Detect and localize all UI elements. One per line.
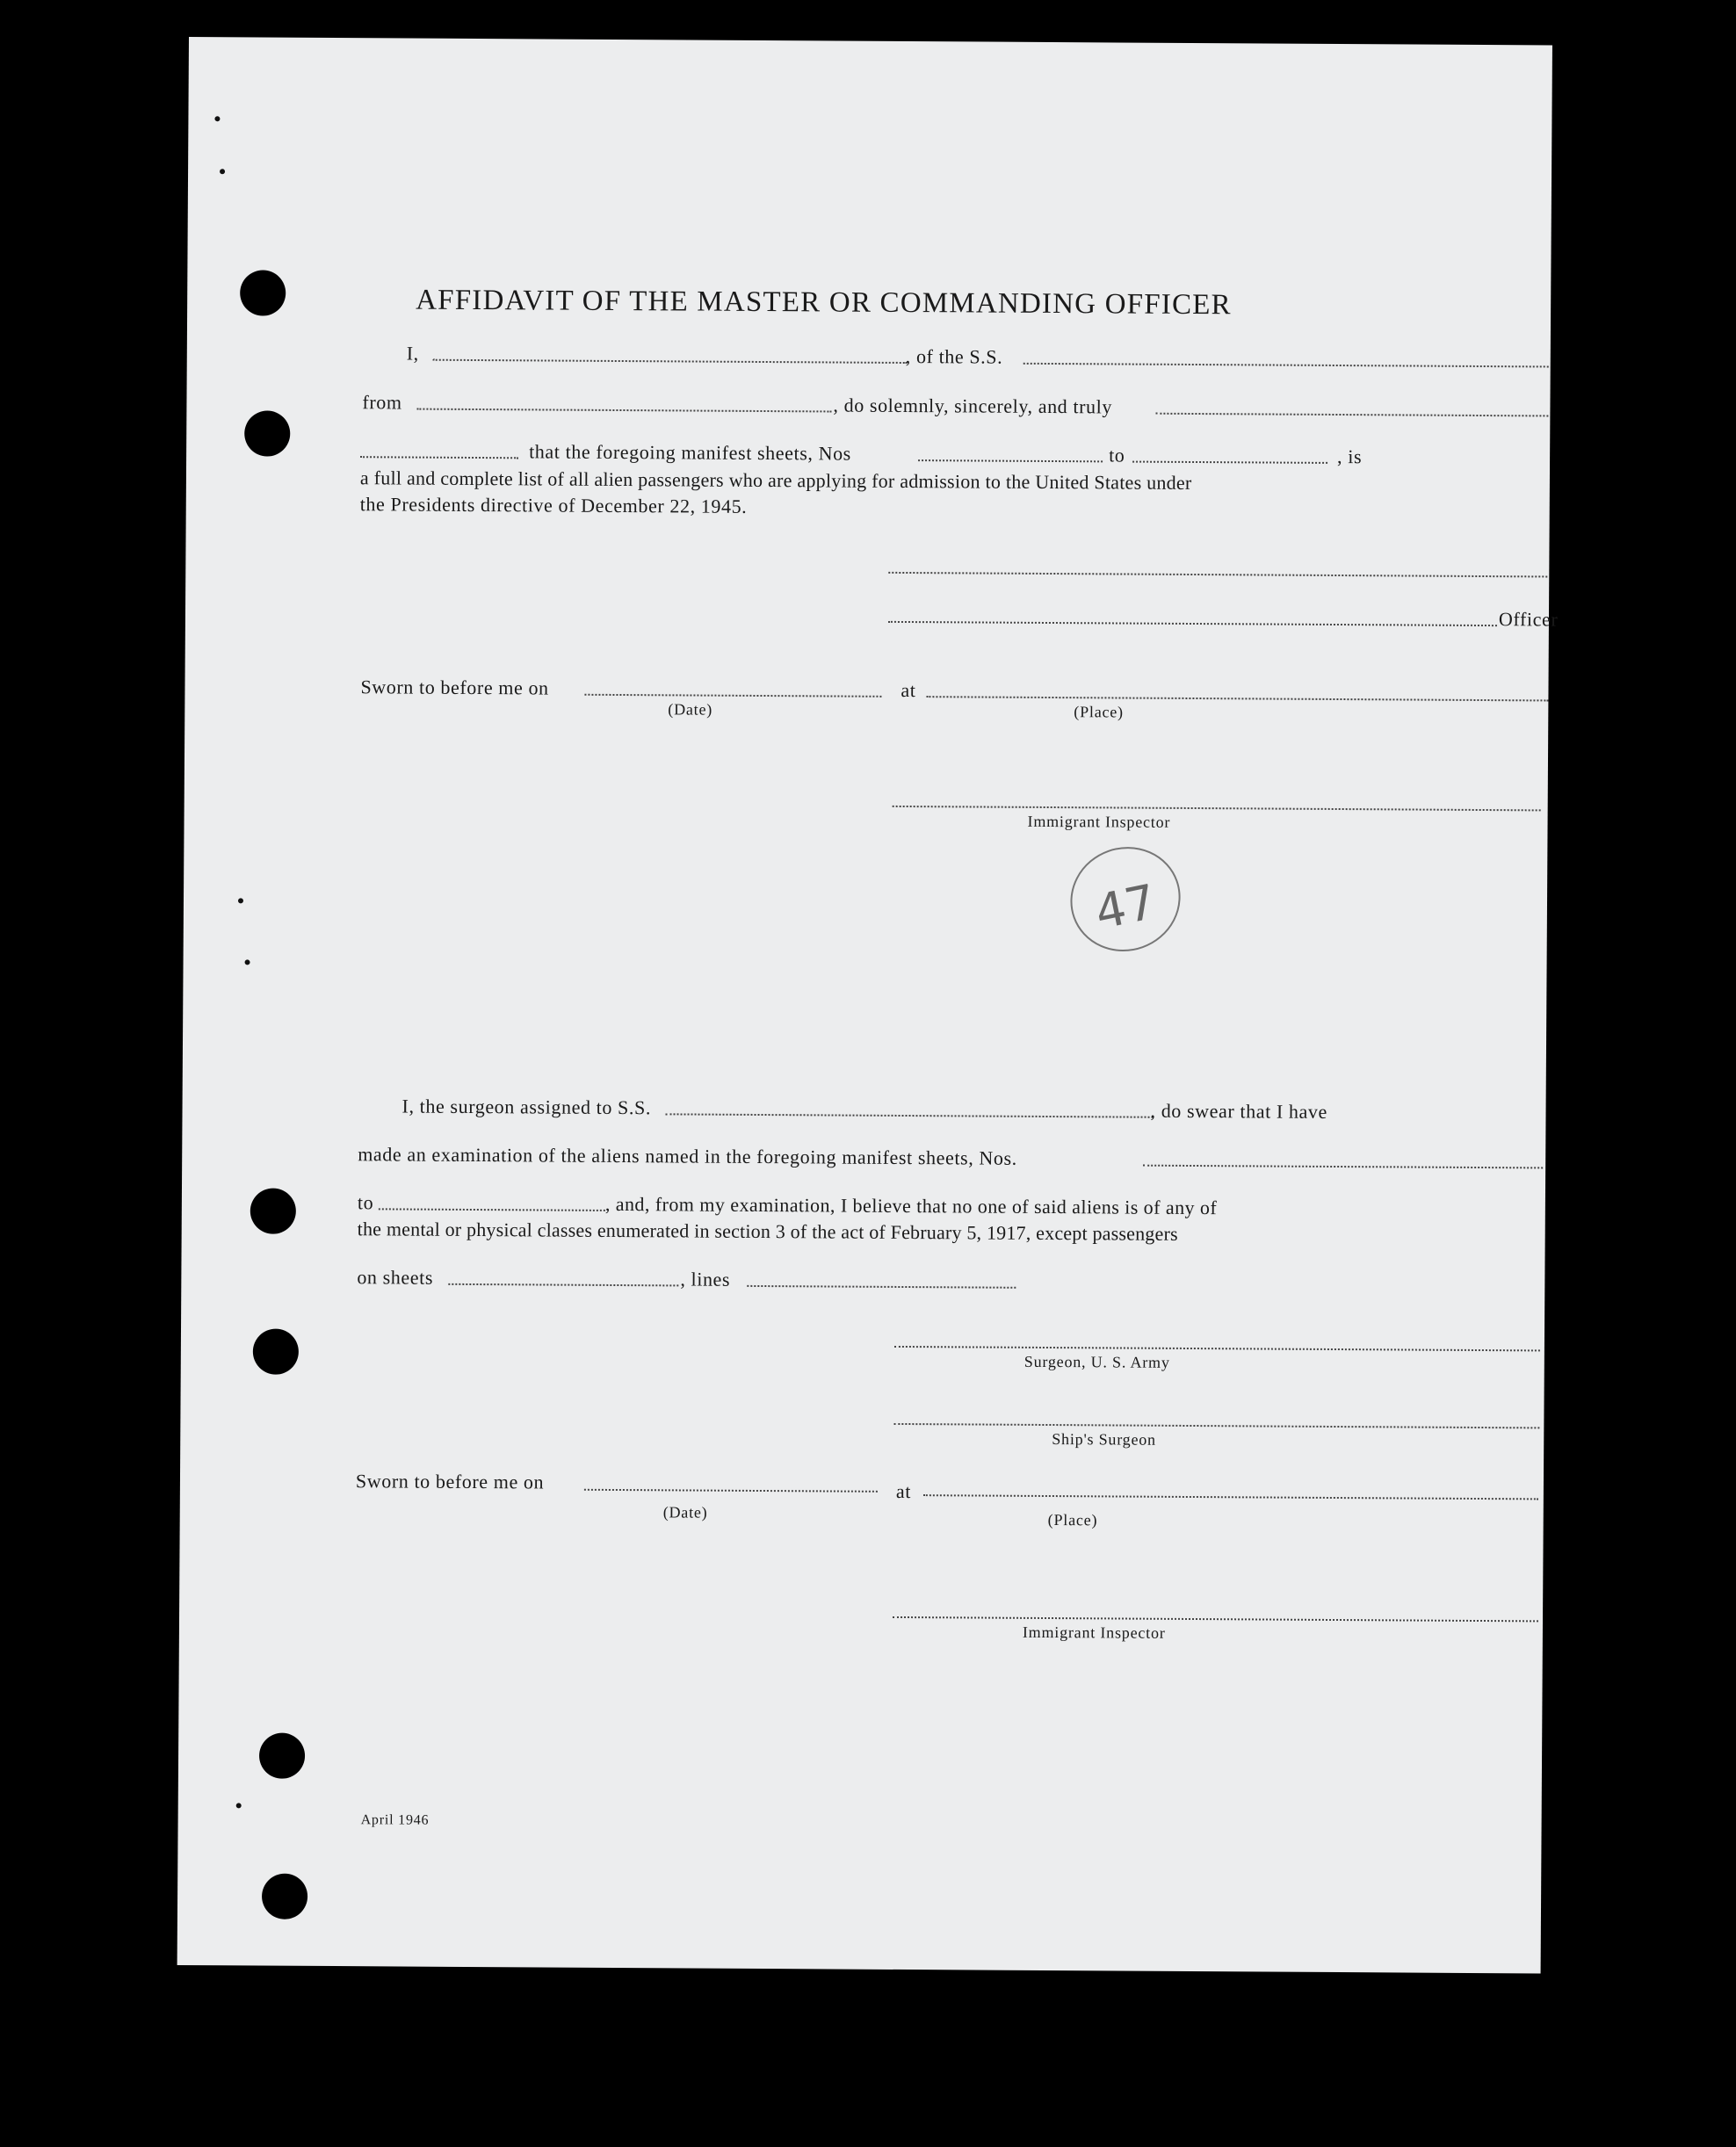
surgeon-sworn-label: Sworn to before me on: [355, 1470, 545, 1493]
master-inspector-blank: [893, 806, 1541, 812]
page-title: AFFIDAVIT OF THE MASTER OR COMMANDING OFFICER: [416, 284, 1232, 322]
surgeon-line3-to: to: [357, 1191, 374, 1214]
master-to-blank: [1132, 461, 1327, 464]
master-line4: a full and complete list of all alien passengers who are applying for admission to the United States under: [359, 466, 1192, 494]
surgeon-lines-blank: [747, 1285, 1016, 1289]
surgeon-to-blank: [379, 1208, 605, 1211]
punch-hole: [262, 1874, 307, 1919]
punch-hole: [253, 1328, 299, 1374]
officer-signature-blank: [888, 572, 1547, 578]
surgeon-place-caption: (Place): [1047, 1511, 1098, 1529]
punch-hole: [259, 1733, 305, 1779]
surgeon-line1-b: , do swear that I have: [1150, 1099, 1327, 1123]
master-affirm-blank: [360, 456, 518, 459]
surgeon-inspector-label: Immigrant Inspector: [1022, 1623, 1166, 1642]
surgeon-ship-blank: [666, 1113, 1154, 1117]
surgeon-line1-a: I, the surgeon assigned to S.S.: [401, 1095, 652, 1119]
master-place-blank: [926, 696, 1548, 701]
surgeon-line3-b: , and, from my examination, I believe that no one of said aliens is of any of: [604, 1192, 1218, 1219]
ship-surgeon-label: Ship's Surgeon: [1052, 1430, 1156, 1449]
document-page: [177, 37, 1559, 1973]
speck: [214, 116, 220, 121]
master-place-caption: (Place): [1074, 703, 1124, 721]
master-date-blank: [584, 694, 881, 698]
surgeon-nos-blank: [1143, 1165, 1543, 1169]
surgeon-sheets-blank: [448, 1283, 678, 1287]
surgeon-line2: made an examination of the aliens named in the foregoing manifest sheets, Nos.: [358, 1143, 1017, 1169]
speck: [236, 1803, 242, 1808]
master-line5: the Presidents directive of December 22, 1945.: [359, 493, 748, 517]
master-ship-blank: [1024, 363, 1549, 368]
footer-date: April 1946: [360, 1812, 430, 1828]
master-at-label: at: [901, 678, 916, 702]
speck: [238, 898, 243, 903]
master-truly-blank: [1155, 413, 1548, 417]
speck: [245, 959, 250, 965]
surgeon-line4: the mental or physical classes enumerated in section 3 of the act of February 5, 1917, except passengers: [357, 1218, 1178, 1245]
surgeon-line5-a: on sheets: [357, 1266, 434, 1289]
master-line2-from: from: [362, 391, 402, 414]
master-line1-of-ss: , of the S.S.: [905, 344, 1003, 368]
army-surgeon-blank: [894, 1346, 1540, 1351]
surgeon-date-caption: (Date): [662, 1503, 708, 1522]
army-surgeon-label: Surgeon, U. S. Army: [1024, 1352, 1170, 1371]
master-sworn-label: Sworn to before me on: [360, 676, 549, 699]
surgeon-place-blank: [923, 1494, 1538, 1500]
punch-hole: [240, 270, 286, 315]
master-date-caption: (Date): [668, 700, 713, 719]
surgeon-at-label: at: [895, 1479, 912, 1503]
master-line3-is: , is: [1337, 445, 1363, 468]
master-line3-that: that the foregoing manifest sheets, Nos: [529, 440, 851, 465]
punch-hole: [250, 1188, 296, 1233]
master-line3-to: to: [1109, 444, 1125, 466]
officer-label: Officer: [1498, 608, 1559, 631]
punch-hole: [244, 410, 290, 456]
handwritten-number-text: 47: [1090, 873, 1161, 941]
master-name-blank: [433, 359, 908, 364]
speck: [220, 169, 225, 174]
master-line1-i: I,: [406, 342, 419, 365]
officer-title-blank: [888, 621, 1497, 626]
surgeon-date-blank: [584, 1489, 878, 1493]
surgeon-line5-b: , lines: [680, 1268, 731, 1290]
ship-surgeon-blank: [893, 1423, 1539, 1428]
surgeon-inspector-blank: [893, 1616, 1538, 1622]
master-inspector-label: Immigrant Inspector: [1027, 812, 1171, 831]
master-line2-solemnly: , do solemnly, sincerely, and truly: [833, 394, 1113, 418]
handwritten-circled-number: [1062, 837, 1195, 961]
master-from-blank: [416, 408, 831, 413]
master-nos-blank: [918, 459, 1103, 462]
